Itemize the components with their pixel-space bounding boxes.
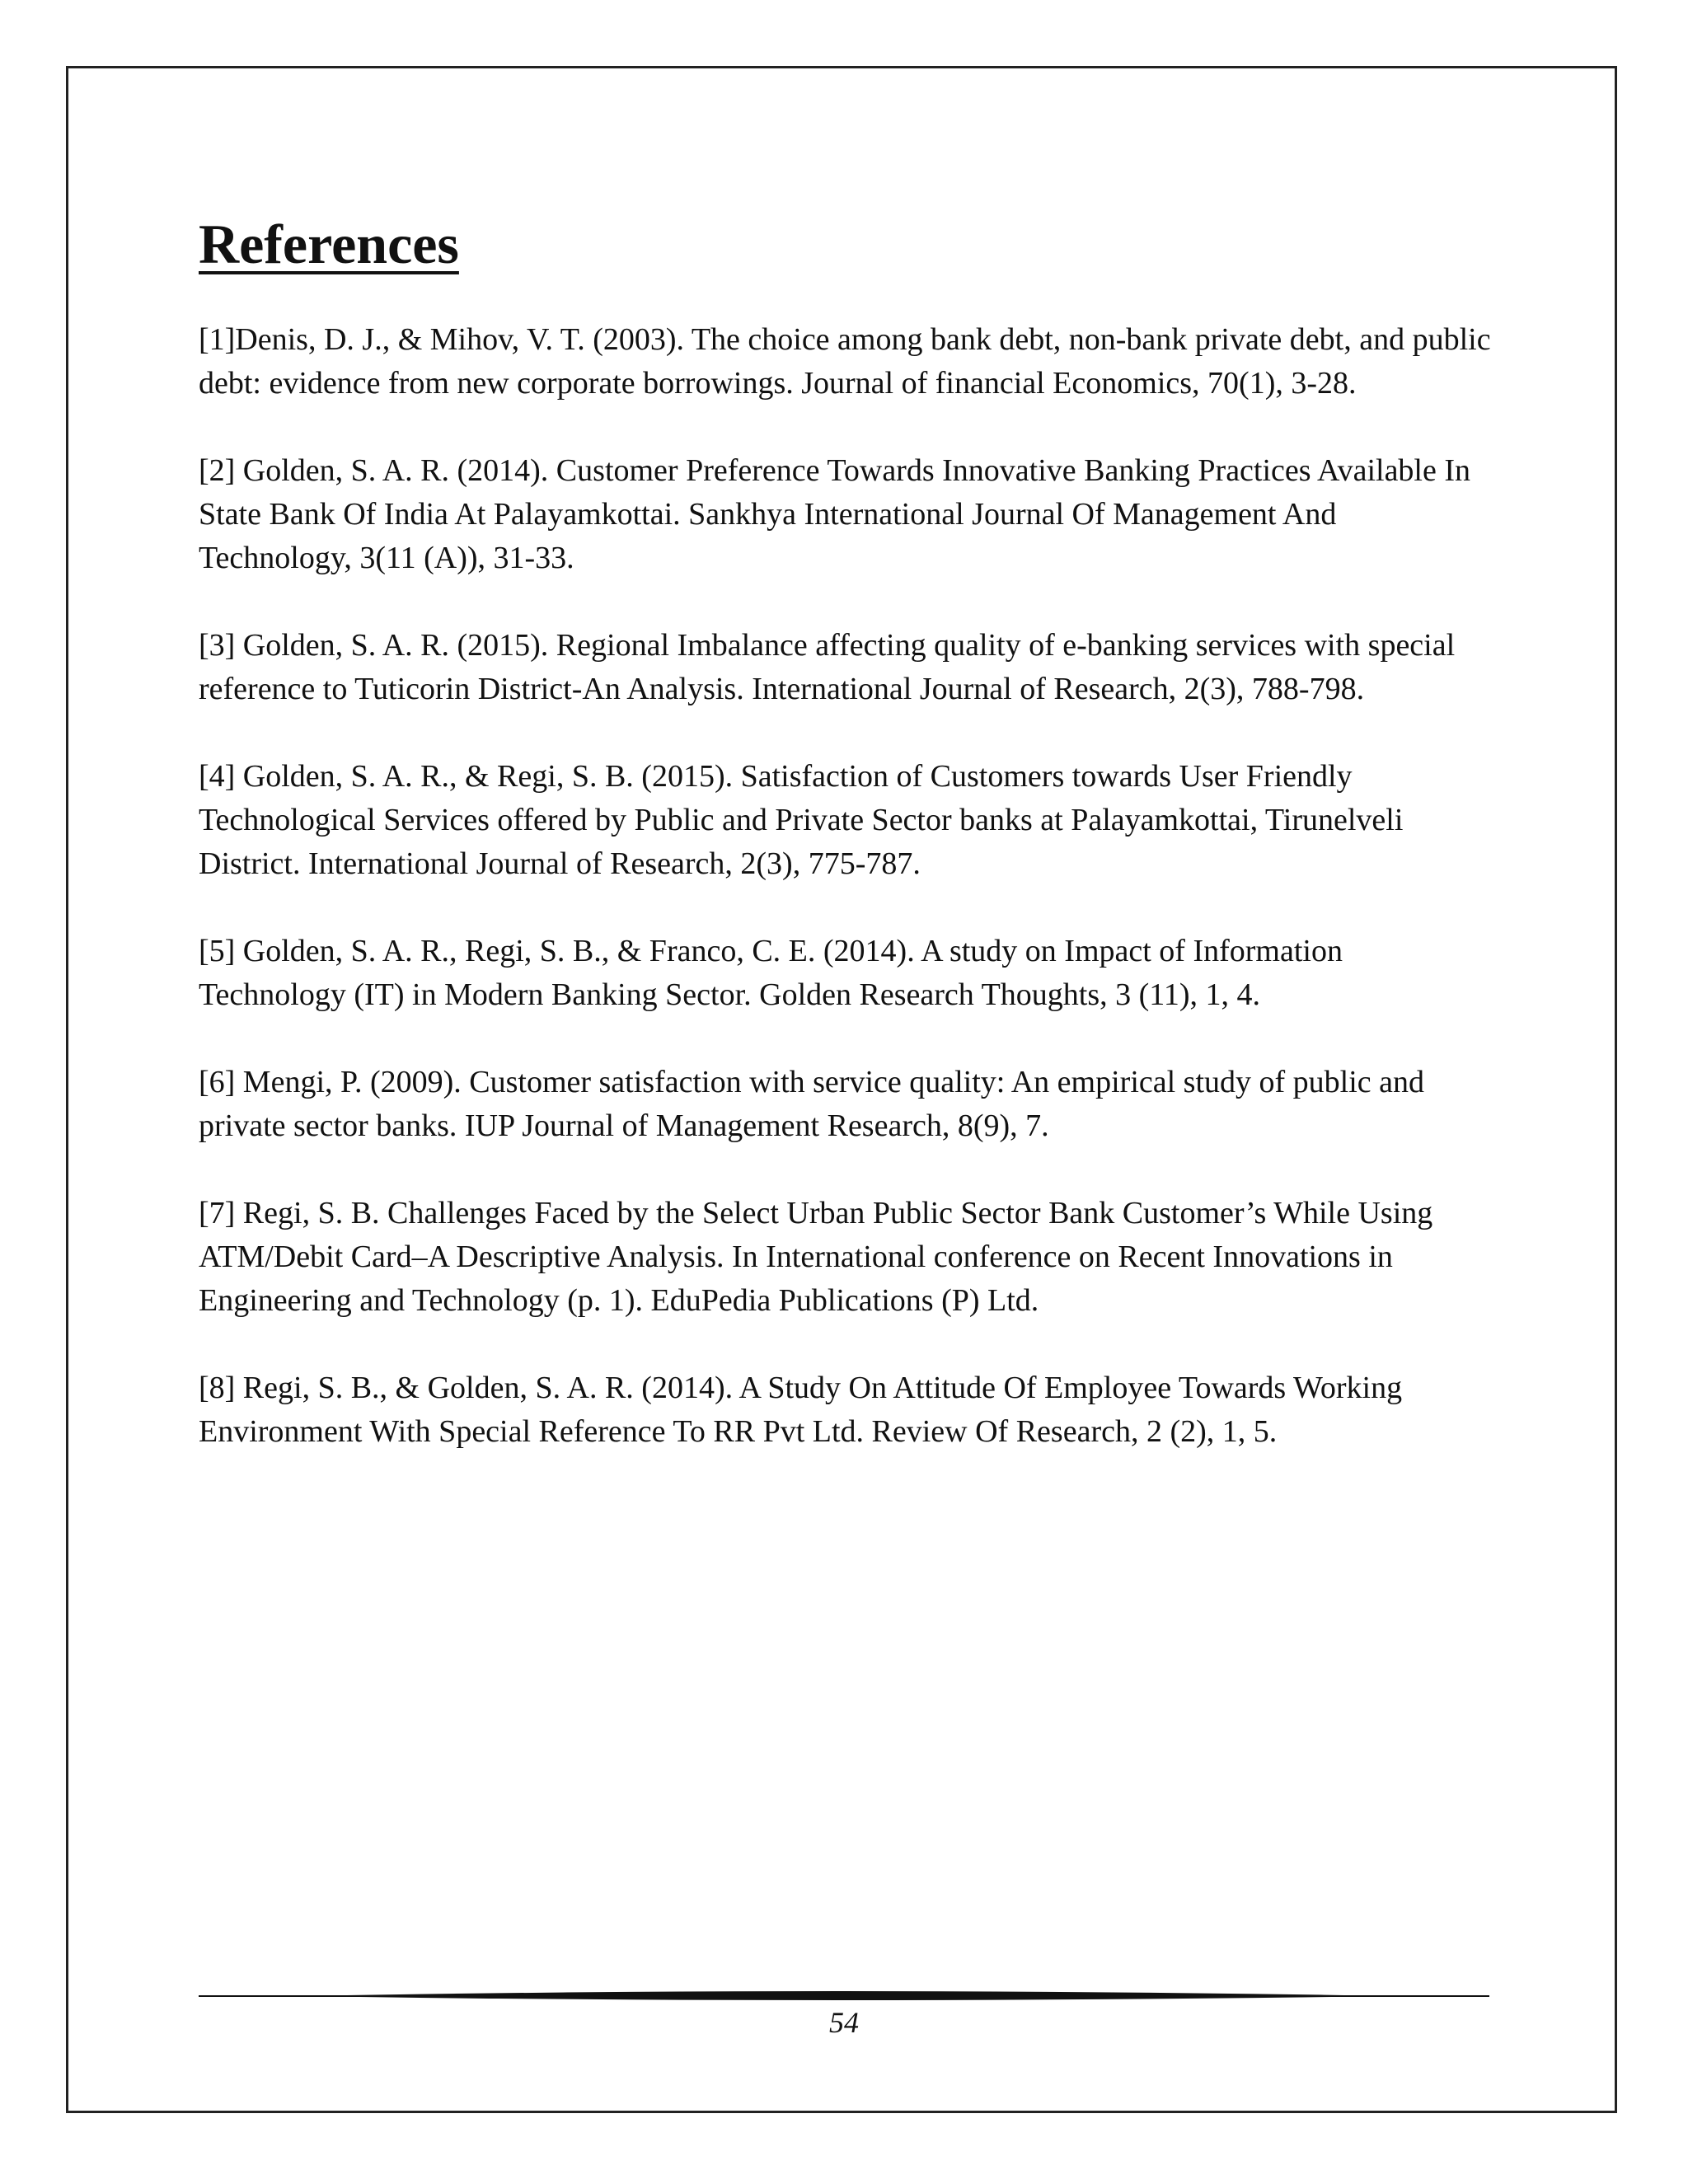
reference-item: [7] Regi, S. B. Challenges Faced by the Select Urban Public Sector Bank Customer’s While Using ATM/Debit Card–A Descriptive Analysis. In International conference on Recent Innovations in Engineering and Technology (p. 1). EduPedia Publications (P) Ltd. <box>199 1196 1433 1318</box>
reference-list <box>199 318 1493 1454</box>
reference-item: [1]Denis, D. J., & Mihov, V. T. (2003). The choice among bank debt, non-bank private debt, and public debt: evidence from new corporate borrowings. Journal of financial Economics, 70(1), 3-28. <box>199 322 1491 401</box>
page-title: References <box>199 213 459 275</box>
reference-item: [5] Golden, S. A. R., Regi, S. B., & Franco, C. E. (2014). A study on Impact of Information Technology (IT) in Modern Banking Sector. Golden Research Thoughts, 3 (11), 1, 4. <box>199 934 1343 1012</box>
page-content <box>199 213 1493 1497</box>
footer-rule <box>199 1986 1489 2006</box>
reference-item: [6] Mengi, P. (2009). Customer satisfaction with service quality: An empirical study of public and private sector banks. IUP Journal of Management Research, 8(9), 7. <box>199 1065 1425 1143</box>
reference-item: [8] Regi, S. B., & Golden, S. A. R. (2014). A Study On Attitude Of Employee Towards Working Environment With Special Reference To RR Pvt Ltd. Review Of Research, 2 (2), 1, 5. <box>199 1371 1403 1449</box>
reference-item: [4] Golden, S. A. R., & Regi, S. B. (2015). Satisfaction of Customers towards User Friendly Technological Services offered by Public and Private Sector banks at Palayamkottai, Tirunelveli District. International Journal of Research, 2(3), 775-787. <box>199 759 1404 881</box>
reference-item: [3] Golden, S. A. R. (2015). Regional Imbalance affecting quality of e-banking services with special reference to Tuticorin District-An Analysis. International Journal of Research, 2(3), 788-798. <box>199 628 1456 706</box>
reference-item: [2] Golden, S. A. R. (2014). Customer Preference Towards Innovative Banking Practices Available In State Bank Of India At Palayamkottai. Sankhya International Journal Of Management And Technology, 3(11 (A)), 31-33. <box>199 453 1471 575</box>
page-number: 54 <box>829 2006 859 2039</box>
